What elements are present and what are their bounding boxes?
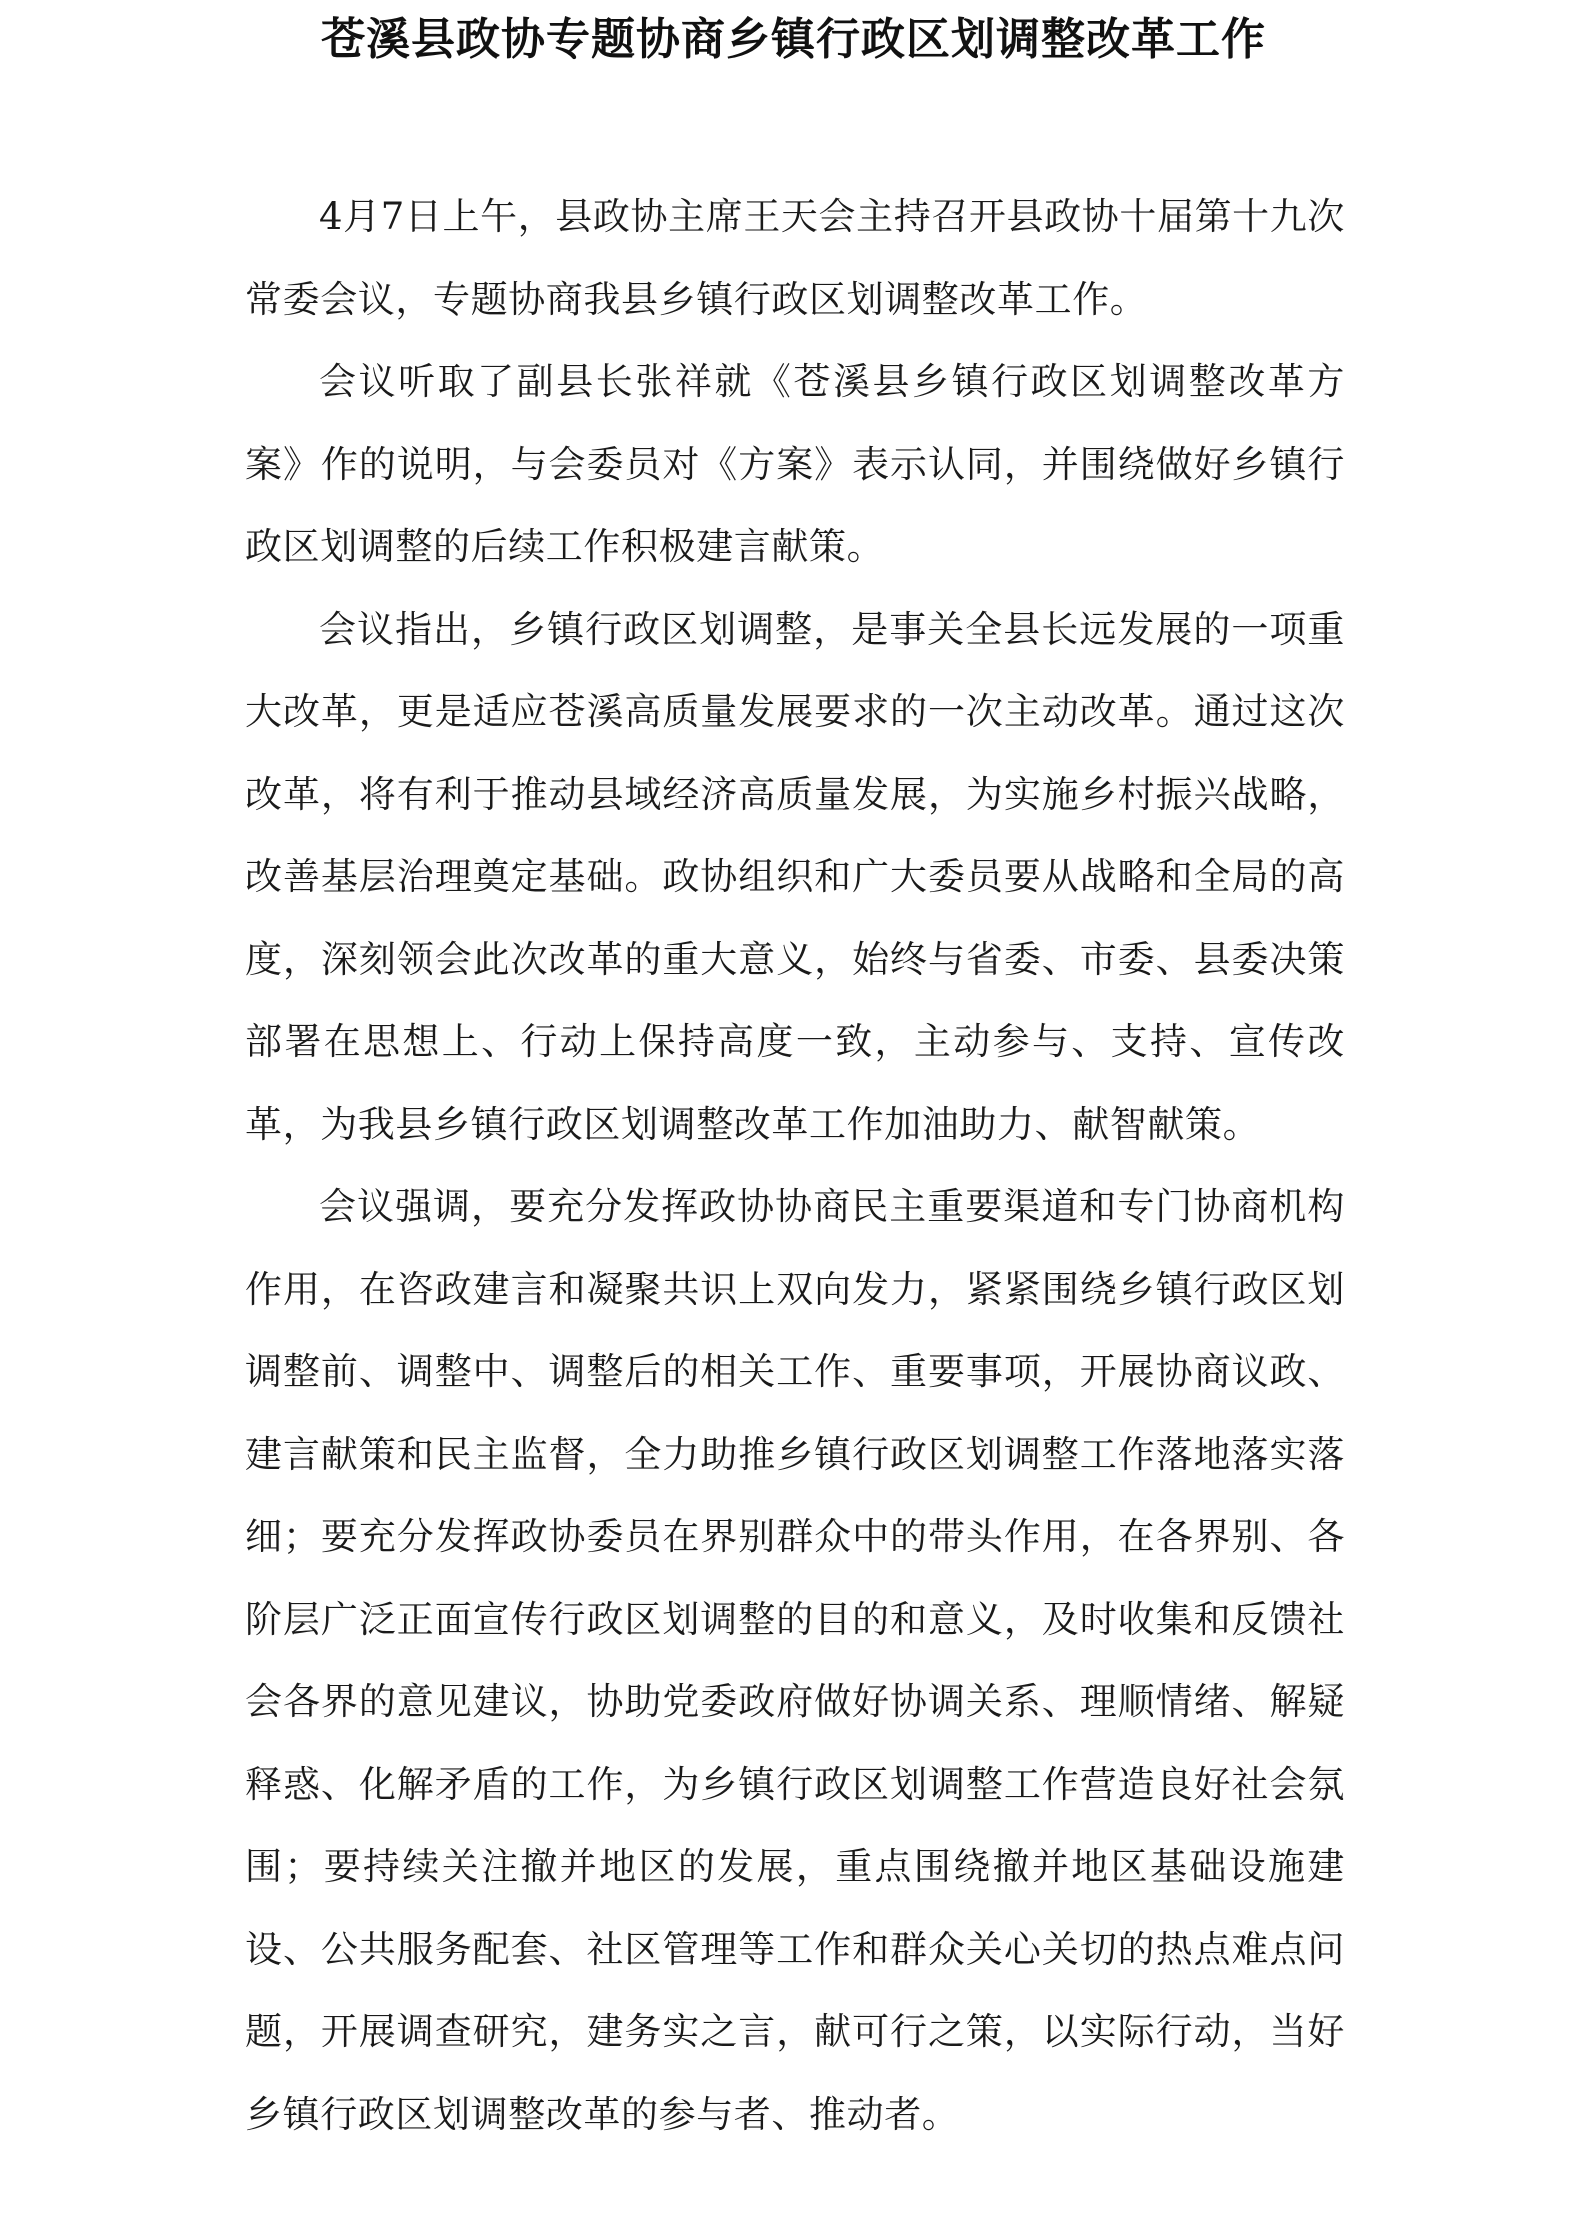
paragraph-4: 会议强调，要充分发挥政协协商民主重要渠道和专门协商机构作用，在咨政建言和凝聚共识上双向发力，紧紧围绕乡镇行政区划调整前、调整中、调整后的相关工作、重要事项，开展协商议政、建言献策和民主监督，全力助推乡镇行政区划调整工作落地落实落细；要充分发挥政协委员在界别群众中的带头作用，在各界别、各阶层广泛正面宣传行政区划调整的目的和意义，及时收集和反馈社会各界的意见建议，协助党委政府做好协调关系、理顺情绪、解疑释惑、化解矛盾的工作，为乡镇行政区划调整工作营造良好社会氛围；要持续关注撤并地区的发展，重点围绕撤并地区基础设施建设、公共服务配套、社区管理等工作和群众关心关切的热点难点问题，开展调查研究，建务实之言，献可行之策，以实际行动，当好乡镇行政区划调整改革的参与者、推动者。 (245, 1185, 1345, 2136)
document-title: 苍溪县政协专题协商乡镇行政区划调整改革工作 (321, 14, 1266, 65)
paragraph-3: 会议指出，乡镇行政区划调整，是事关全县长远发展的一项重大改革，更是适应苍溪高质量发展要求的一次主动改革。通过这次改革，将有利于推动县域经济高质量发展，为实施乡村振兴战略，改善基层治理奠定基础。政协组织和广大委员要从战略和全局的高度，深刻领会此次改革的重大意义，始终与省委、市委、县委决策部署在思想上、行动上保持高度一致，主动参与、支持、宣传改革，为我县乡镇行政区划调整改革工作加油助力、献智献策。 (245, 607, 1345, 1146)
document-body (245, 176, 1345, 2156)
paragraph-1: 4月7日上午，县政协主席王天会主持召开县政协十届第十九次常委会议，专题协商我县乡镇行政区划调整改革工作。 (245, 195, 1345, 321)
paragraph-2: 会议听取了副县长张祥就《苍溪县乡镇行政区划调整改革方案》作的说明，与会委员对《方案》表示认同，并围绕做好乡镇行政区划调整的后续工作积极建言献策。 (245, 360, 1345, 568)
